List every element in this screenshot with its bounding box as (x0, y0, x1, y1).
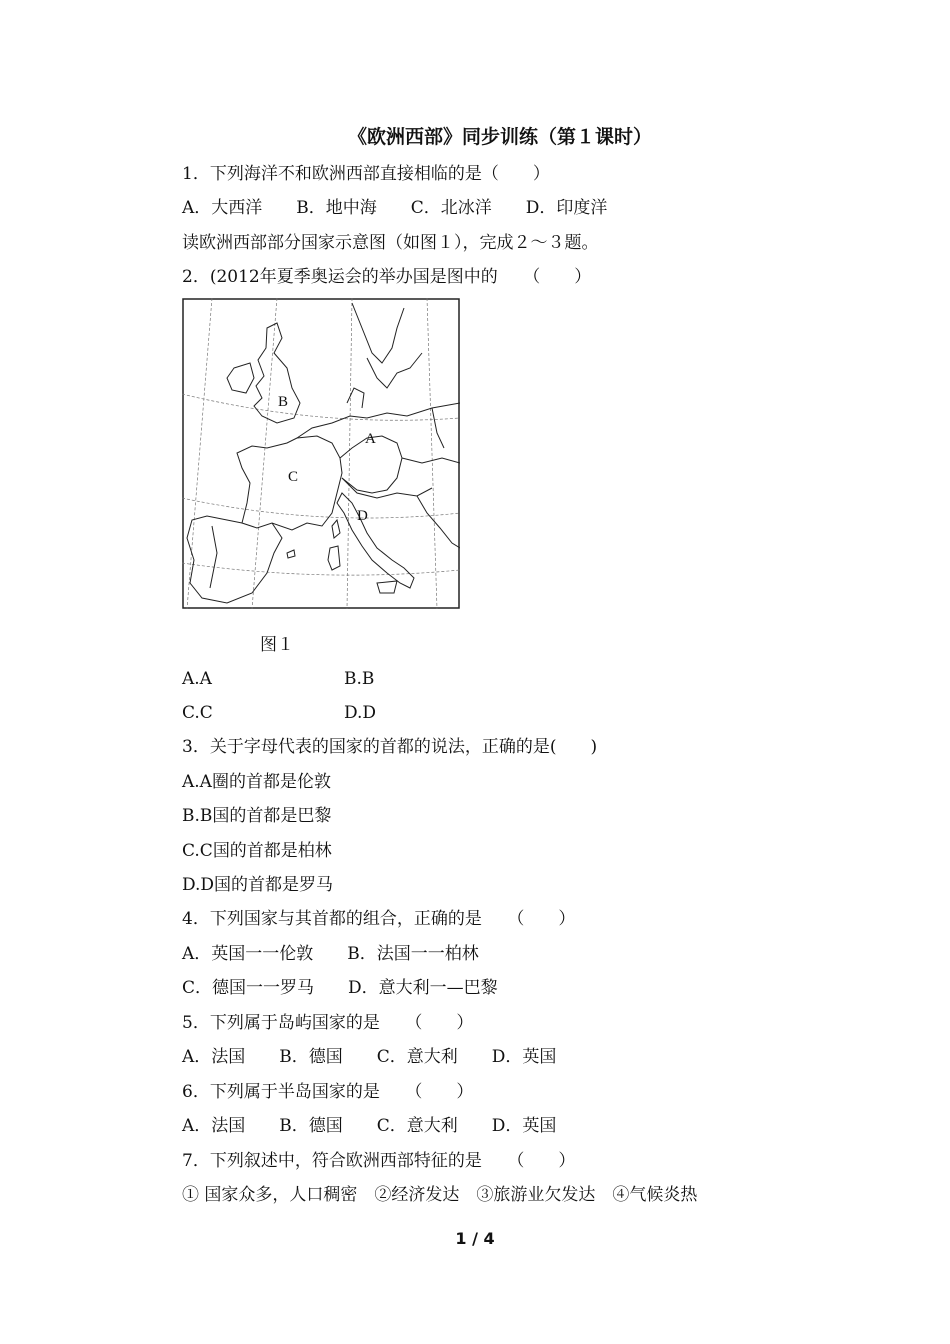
reading-instruction: 读欧洲西部部分国家示意图（如图１），完成２～３题。 (182, 233, 599, 253)
question-3: 3．关于字母代表的国家的首都的说法，正确的是( ) (182, 737, 598, 757)
europe-map-figure (182, 298, 460, 609)
q3-option-a: A.A圈的首都是伦敦 (182, 772, 331, 792)
map-label-d: D (357, 508, 368, 524)
question-7: 7．下列叙述中，符合欧洲西部特征的是 （ ） (182, 1151, 576, 1171)
q3-option-d: D.D国的首都是罗马 (182, 875, 334, 895)
question-4: 4．下列国家与其首都的组合，正确的是 （ ） (182, 909, 576, 929)
question-6: 6．下列属于半岛国家的是 （ ） (182, 1082, 474, 1102)
q7-statements: ① 国家众多，人口稠密 ②经济发达 ③旅游业欠发达 ④气候炎热 (182, 1185, 698, 1205)
figure-caption: 图１ (260, 635, 294, 655)
q4-options-ab: A．英国一一伦敦 B．法国一一柏林 (182, 944, 479, 964)
map-label-a: A (365, 431, 376, 447)
q2-option-a: A.A (182, 669, 212, 689)
question-2: 2．(2012年夏季奥运会的举办国是图中的 （ ） (182, 267, 592, 287)
q2-option-d: D.D (344, 703, 377, 723)
q3-option-b: B.B国的首都是巴黎 (182, 806, 332, 826)
question-1-options: A．大西洋 B．地中海 C．北冰洋 D．印度洋 (182, 198, 608, 218)
page-title: 《欧洲西部》同步训练（第１课时） (347, 126, 652, 148)
map-label-c: C (288, 469, 299, 485)
question-5: 5．下列属于岛屿国家的是 （ ） (182, 1013, 474, 1033)
q2-option-b: B.B (344, 669, 375, 689)
q5-options: A．法国 B．德国 C．意大利 D．英国 (182, 1047, 557, 1067)
q3-option-c: C.C国的首都是柏林 (182, 841, 332, 861)
question-1: 1．下列海洋不和欧洲西部直接相临的是（ ） (182, 164, 550, 184)
q4-options-cd: C．德国一一罗马 D．意大利一—巴黎 (182, 978, 498, 998)
map-label-b: B (278, 394, 289, 410)
q2-option-c: C.C (182, 703, 213, 723)
q6-options: A．法国 B．德国 C．意大利 D．英国 (182, 1116, 557, 1136)
page-number: 1 / 4 (455, 1229, 495, 1248)
